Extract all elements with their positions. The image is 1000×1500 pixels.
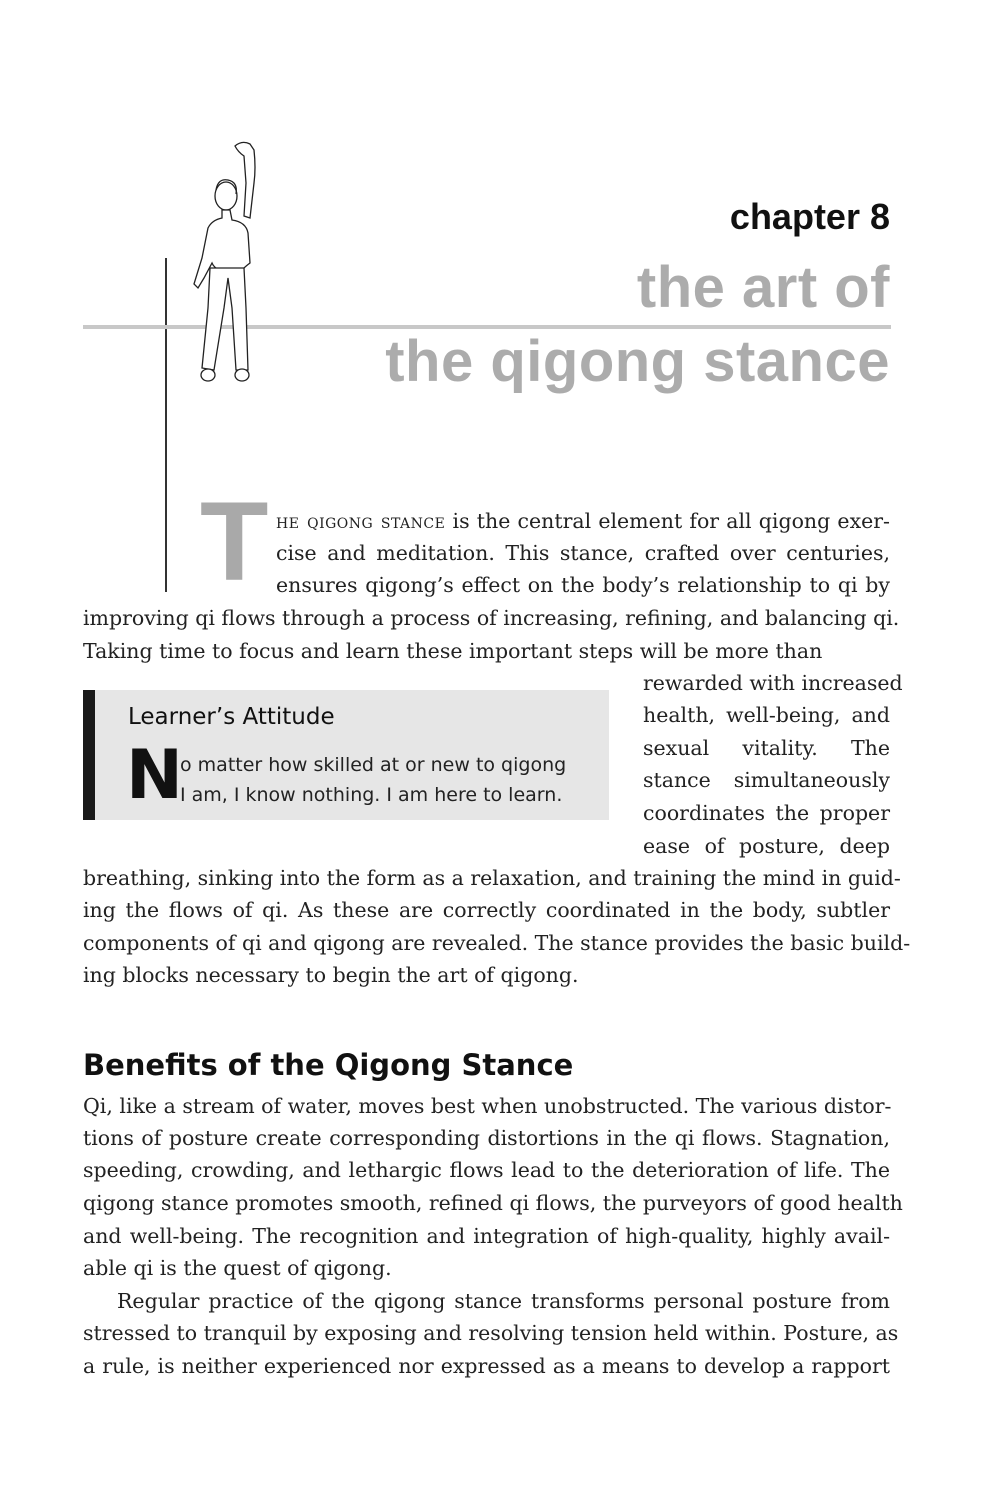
body-line: ensures qigong’s effect on the body’s relationship to qi by (276, 573, 890, 597)
body-line: and well-being. The recognition and integration of high-quality, highly avail- (83, 1224, 890, 1248)
body-line: Qi, like a stream of water, moves best when unobstructed. The various distor- (83, 1094, 892, 1118)
body-line: tions of posture create corresponding distortions in the qi flows. Stagnation, (83, 1126, 890, 1150)
body-line (276, 505, 890, 537)
body-line: qigong stance promotes smooth, refined qi flows, the purveyors of good health (83, 1191, 903, 1215)
chapter-number: chapter 8 (729, 196, 890, 237)
body-line: stance simultaneously (643, 768, 890, 792)
sidebar-line: o matter how skilled at or new to qigong (180, 754, 567, 776)
body-line: ing blocks necessary to begin the art of qigong. (83, 963, 579, 987)
body-line: sexual vitality. The (643, 736, 890, 760)
drop-cap: T (200, 479, 269, 604)
sidebar-drop-cap: N (126, 736, 183, 815)
body-line: improving qi flows through a process of increasing, refining, and balancing qi. (83, 606, 900, 630)
body-line-text: is the central element for all qigong exer- (445, 509, 890, 533)
sidebar-line: I am, I know nothing. I am here to learn. (180, 784, 563, 806)
body-line: rewarded with increased (643, 671, 903, 695)
sidebar-accent-bar (83, 690, 95, 820)
lead-in-small-caps: he qigong stance (276, 509, 446, 533)
chapter-title-line-2: the qigong stance (385, 329, 890, 394)
body-line: Regular practice of the qigong stance transforms personal posture from (117, 1289, 890, 1313)
margin-vertical-rule (165, 258, 167, 592)
body-line: Taking time to focus and learn these important steps will be more than (83, 639, 823, 663)
sidebar-heading: Learner’s Attitude (128, 704, 335, 730)
body-line: breathing, sinking into the form as a relaxation, and training the mind in guid- (83, 866, 901, 890)
body-line: ing the flows of qi. As these are correctly coordinated in the body, subtler (83, 898, 890, 922)
body-line: a rule, is neither experienced nor expressed as a means to develop a rapport (83, 1354, 890, 1378)
body-line: able qi is the quest of qigong. (83, 1256, 392, 1280)
standing-figure-illustration (180, 138, 270, 388)
body-line: components of qi and qigong are revealed. The stance provides the basic build- (83, 931, 911, 955)
body-line: coordinates the proper (643, 801, 890, 825)
section-heading: Benefits of the Qigong Stance (83, 1048, 574, 1082)
body-line: ease of posture, deep (643, 834, 890, 858)
body-line: health, well-being, and (643, 703, 890, 727)
body-line: speeding, crowding, and lethargic flows lead to the deterioration of life. The (83, 1158, 890, 1182)
body-line: cise and meditation. This stance, crafted over centuries, (276, 541, 890, 565)
body-line: stressed to tranquil by exposing and resolving tension held within. Posture, as (83, 1321, 899, 1345)
chapter-title-line-1: the art of (636, 255, 890, 320)
